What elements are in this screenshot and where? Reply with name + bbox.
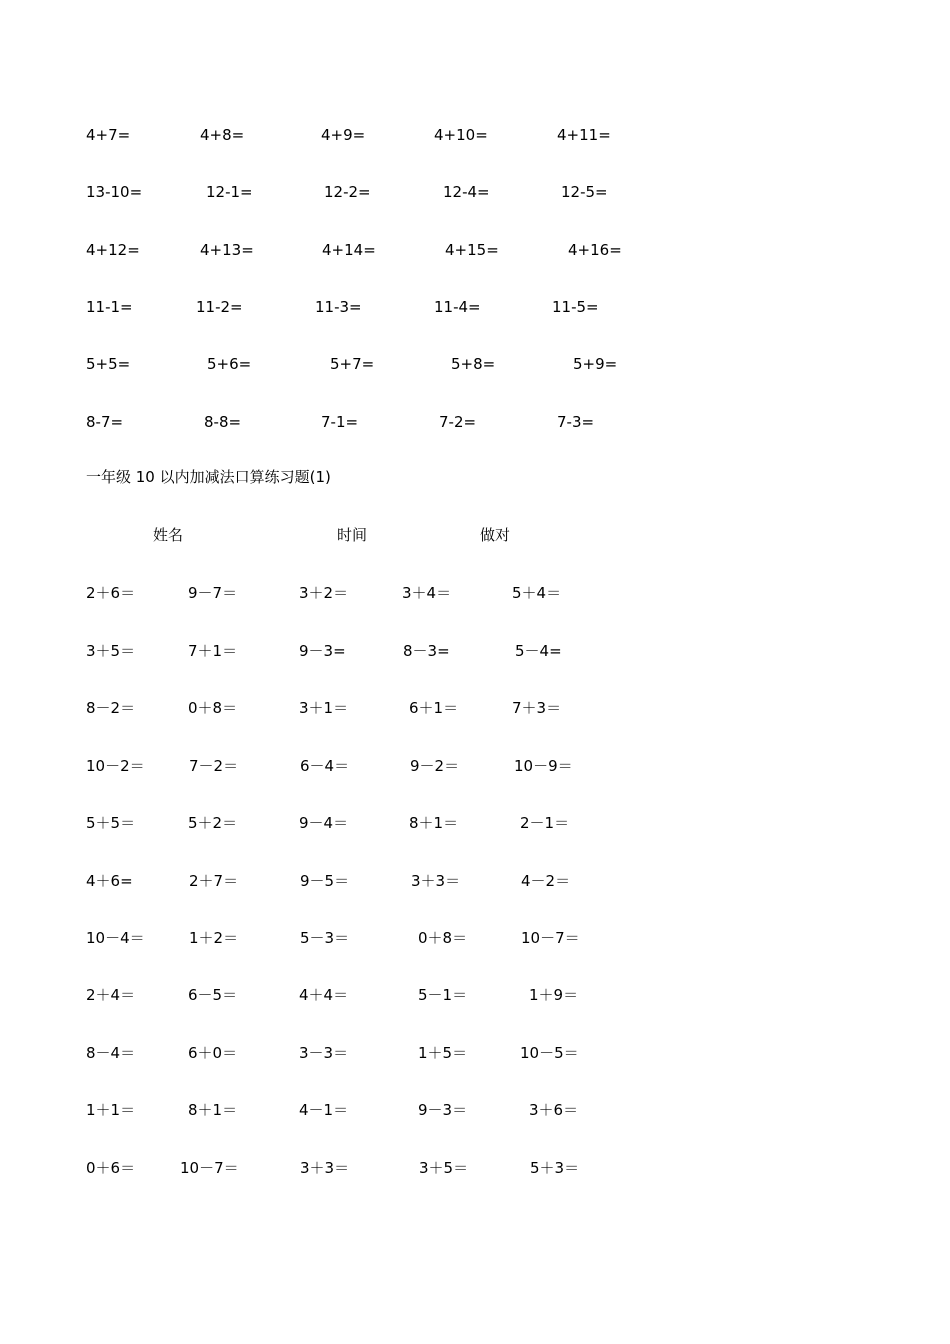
lower-problem: 1＋5＝ <box>418 1044 468 1062</box>
lower-problem: 10－7＝ <box>521 929 580 947</box>
name-field-label: 姓名 <box>153 526 184 544</box>
worksheet-title: 一年级 10 以内加减法口算练习题(1) <box>86 468 331 486</box>
upper-problem: 5+9= <box>573 355 618 373</box>
lower-problem: 8－4＝ <box>86 1044 136 1062</box>
lower-problem: 6－5＝ <box>188 986 238 1004</box>
lower-problem: 10－9＝ <box>514 757 573 775</box>
lower-problem: 3＋5＝ <box>419 1159 469 1177</box>
upper-problem: 4+9= <box>321 126 366 144</box>
upper-problem: 8-7= <box>86 413 124 431</box>
lower-problem: 5－1＝ <box>418 986 468 1004</box>
lower-problem: 10－5＝ <box>520 1044 579 1062</box>
lower-problem: 10－2＝ <box>86 757 145 775</box>
lower-problem: 1＋2＝ <box>189 929 239 947</box>
lower-problem: 3＋5＝ <box>86 642 136 660</box>
upper-problem: 4+7= <box>86 126 131 144</box>
upper-problem: 5+5= <box>86 355 131 373</box>
lower-problem: 9－3＝ <box>418 1101 468 1119</box>
upper-problem: 5+6= <box>207 355 252 373</box>
lower-problem: 1＋1＝ <box>86 1101 136 1119</box>
upper-problem: 11-1= <box>86 298 133 316</box>
upper-problem: 4+12= <box>86 241 140 259</box>
upper-problem: 12-5= <box>561 183 608 201</box>
lower-problem: 9－3= <box>299 642 346 660</box>
lower-problem: 3＋2＝ <box>299 584 349 602</box>
lower-problem: 2＋6＝ <box>86 584 136 602</box>
upper-problem: 13-10= <box>86 183 143 201</box>
lower-problem: 4＋6= <box>86 872 133 890</box>
lower-problem: 9－2＝ <box>410 757 460 775</box>
lower-problem: 2＋7＝ <box>189 872 239 890</box>
lower-problem: 5＋2＝ <box>188 814 238 832</box>
lower-problem: 4＋4＝ <box>299 986 349 1004</box>
lower-problem: 10－7＝ <box>180 1159 239 1177</box>
upper-problem: 4+15= <box>445 241 499 259</box>
lower-problem: 5＋5＝ <box>86 814 136 832</box>
lower-problem: 0＋8＝ <box>418 929 468 947</box>
upper-problem: 4+8= <box>200 126 245 144</box>
lower-problem: 6－4＝ <box>300 757 350 775</box>
upper-problem: 11-5= <box>552 298 599 316</box>
lower-problem: 5＋4＝ <box>512 584 562 602</box>
lower-problem: 3＋3＝ <box>300 1159 350 1177</box>
lower-problem: 9－5＝ <box>300 872 350 890</box>
lower-problem: 6＋1＝ <box>409 699 459 717</box>
upper-problem: 4+13= <box>200 241 254 259</box>
upper-problem: 4+14= <box>322 241 376 259</box>
lower-problem: 7＋3＝ <box>512 699 562 717</box>
lower-problem: 8－3= <box>403 642 450 660</box>
lower-problem: 8＋1＝ <box>188 1101 238 1119</box>
upper-problem: 7-2= <box>439 413 477 431</box>
lower-problem: 4－2＝ <box>521 872 571 890</box>
upper-problem: 4+11= <box>557 126 611 144</box>
lower-problem: 2＋4＝ <box>86 986 136 1004</box>
upper-problem: 12-2= <box>324 183 371 201</box>
lower-problem: 3－3＝ <box>299 1044 349 1062</box>
lower-problem: 9－7＝ <box>188 584 238 602</box>
lower-problem: 8＋1＝ <box>409 814 459 832</box>
upper-problem: 12-4= <box>443 183 490 201</box>
upper-problem: 4+16= <box>568 241 622 259</box>
lower-problem: 10－4＝ <box>86 929 145 947</box>
lower-problem: 0＋8＝ <box>188 699 238 717</box>
lower-problem: 7＋1＝ <box>188 642 238 660</box>
lower-problem: 6＋0＝ <box>188 1044 238 1062</box>
lower-problem: 8－2＝ <box>86 699 136 717</box>
lower-problem: 3＋1＝ <box>299 699 349 717</box>
upper-problem: 11-4= <box>434 298 481 316</box>
correct-count-label: 做对 <box>480 526 511 544</box>
lower-problem: 4－1＝ <box>299 1101 349 1119</box>
upper-problem: 5+7= <box>330 355 375 373</box>
upper-problem: 11-2= <box>196 298 243 316</box>
lower-problem: 3＋6＝ <box>529 1101 579 1119</box>
time-field-label: 时间 <box>337 526 368 544</box>
lower-problem: 3＋3＝ <box>411 872 461 890</box>
lower-problem: 3＋4＝ <box>402 584 452 602</box>
upper-problem: 8-8= <box>204 413 242 431</box>
lower-problem: 5－3＝ <box>300 929 350 947</box>
upper-problem: 7-3= <box>557 413 595 431</box>
lower-problem: 7－2＝ <box>189 757 239 775</box>
lower-problem: 9－4＝ <box>299 814 349 832</box>
upper-problem: 12-1= <box>206 183 253 201</box>
upper-problem: 4+10= <box>434 126 488 144</box>
lower-problem: 5－4= <box>515 642 562 660</box>
upper-problem: 7-1= <box>321 413 359 431</box>
upper-problem: 11-3= <box>315 298 362 316</box>
lower-problem: 1＋9＝ <box>529 986 579 1004</box>
lower-problem: 2－1＝ <box>520 814 570 832</box>
lower-problem: 0＋6＝ <box>86 1159 136 1177</box>
lower-problem: 5＋3＝ <box>530 1159 580 1177</box>
upper-problem: 5+8= <box>451 355 496 373</box>
